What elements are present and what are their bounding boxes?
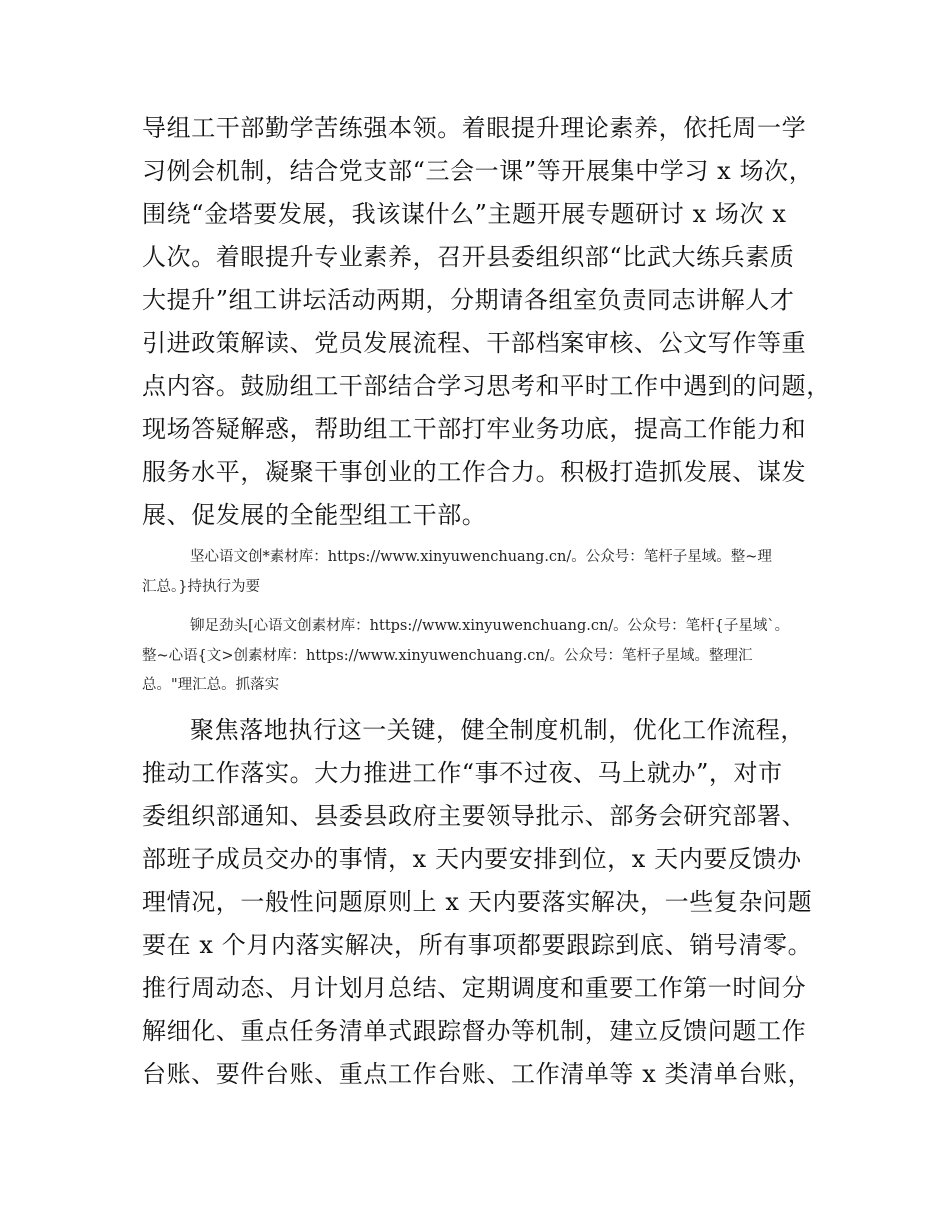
- paragraph-line: 部班子成员交办的事情，x 天内要安排到位，x 天内要反馈办: [142, 845, 802, 873]
- note-line: 坚心语文创*素材库：https://www.xinyuwenchuang.cn/。公众号：笔杆子星域。整~理: [190, 549, 772, 565]
- note-line: 汇总。}持执行为要: [142, 579, 260, 595]
- paragraph-line: 理情况，一般性问题原则上 x 天内要落实解决，一些复杂问题: [142, 888, 813, 916]
- note-line: 铆足劲头[心语文创素材库：https://www.xinyuwenchuang.cn/。公众号：笔杆{子星域`。: [190, 618, 790, 634]
- paragraph-line: 点内容。鼓励组工干部结合学习思考和平时工作中遇到的问题，: [142, 372, 831, 400]
- paragraph-line: 推行周动态、月计划月总结、定期调度和重要工作第一时间分: [142, 974, 807, 1002]
- paragraph-line: 引进政策解读、党员发展流程、干部档案审核、公文写作等重: [142, 329, 807, 357]
- paragraph-line: 推动工作落实。大力推进工作“事不过夜、马上就办”，对市: [142, 759, 783, 787]
- paragraph-line: 展、促发展的全能型组工干部。: [142, 501, 487, 529]
- paragraph-line: 现场答疑解惑，帮助组工干部打牢业务功底，提高工作能力和: [142, 415, 807, 443]
- paragraph-line: 委组织部通知、县委县政府主要领导批示、部务会研究部署、: [142, 802, 807, 830]
- paragraph-line: 导组工干部勤学苦练强本领。着眼提升理论素养，依托周一学: [142, 114, 807, 142]
- paragraph-line: 聚焦落地执行这一关键，健全制度机制，优化工作流程，: [190, 716, 805, 744]
- paragraph-line: 服务水平，凝聚干事创业的工作合力。积极打造抓发展、谋发: [142, 458, 807, 486]
- paragraph-line: 习例会机制，结合党支部“三会一课”等开展集中学习 x 场次，: [142, 157, 814, 185]
- paragraph-line: 围绕“金塔要发展，我该谋什么”主题开展专题研讨 x 场次 x: [142, 200, 787, 228]
- paragraph-line: 大提升”组工讲坛活动两期，分期请各组室负责同志讲解人才: [142, 286, 795, 314]
- paragraph-line: 要在 x 个月内落实解决，所有事项都要跟踪到底、销号清零。: [142, 931, 813, 959]
- paragraph-line: 解细化、重点任务清单式跟踪督办等机制，建立反馈问题工作: [142, 1017, 807, 1045]
- note-line: 总。"理汇总。抓落实: [142, 677, 280, 693]
- paragraph-line: 人次。着眼提升专业素养，召开县委组织部“比武大练兵素质: [142, 243, 795, 271]
- paragraph-line: 台账、要件台账、重点工作台账、工作清单等 x 类清单台账，: [142, 1060, 813, 1088]
- note-line: 整~心语{文>创素材库：https://www.xinyuwenchuang.cn/。公众号：笔杆子星域。整理汇: [142, 648, 753, 664]
